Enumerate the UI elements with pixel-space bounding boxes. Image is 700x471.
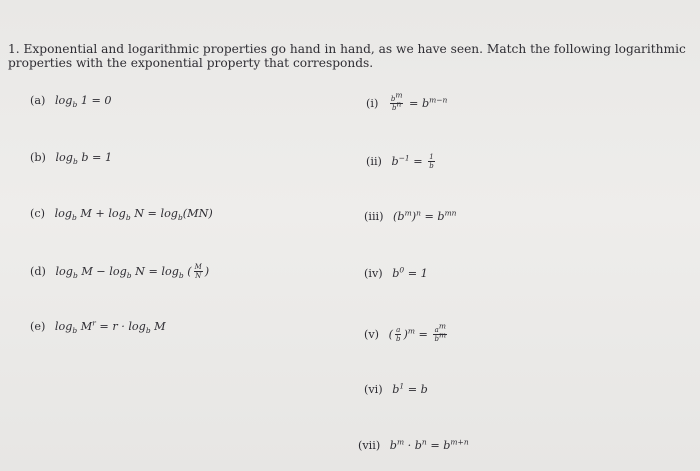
log-property-expression: $\log_b M - \log_b N = \log_b$ ( $\frac{M}{N}$ ) (55, 263, 210, 280)
log-property-a (30, 94, 112, 108)
exp-property-iii (364, 210, 457, 224)
log-property-expression: $\log_b 1 = 0$ (54, 94, 112, 110)
log-property-label: (c) (30, 207, 45, 220)
exp-property-vii (358, 439, 469, 453)
exp-property-ii (366, 153, 437, 170)
exp-property-expression: $b^m \cdot b^n = b^{m+n}$ (389, 437, 469, 452)
log-property-expression: $\log_b b = 1$ (55, 151, 113, 167)
exp-property-expression: $\frac{b^m}{b^n}$ = $b^{m-n}$ (390, 90, 448, 112)
exp-property-label: (vi) (364, 383, 383, 396)
exp-property-expression: $(b^m)^n = b^{mn}$ (393, 208, 457, 223)
problem-statement (8, 42, 688, 70)
log-property-b (30, 151, 112, 165)
log-property-d (30, 263, 209, 280)
exp-property-label: (iv) (364, 267, 383, 280)
exp-property-expression: $b^0 = 1$ (392, 265, 428, 280)
log-property-label: (a) (30, 94, 46, 107)
log-property-c (30, 207, 213, 221)
exp-property-expression: $b^1 = b$ (392, 381, 428, 396)
exp-property-label: (iii) (364, 210, 384, 223)
exp-property-label: (v) (364, 327, 380, 341)
problem-text: Exponential and logarithmic properties go hand in hand, as we have seen. Match the following logarithmic properties with the exponential property that corresponds. (8, 42, 686, 70)
exp-property-expression: $b^{-1}$ = $\frac{1}{b}$ (391, 152, 434, 170)
problem-number: 1. (8, 42, 20, 56)
log-property-label: (b) (30, 151, 46, 164)
log-property-expression: $\log_b M^r = r \cdot \log_b M$ (54, 318, 166, 336)
log-property-e (30, 320, 166, 334)
exp-property-i (366, 90, 448, 112)
exp-property-label: (vii) (358, 439, 381, 452)
log-property-label: (d) (30, 264, 46, 278)
exp-property-vi (364, 383, 428, 397)
log-property-expression: $\log_b M + \log_b N = \log_b(MN)$ (54, 207, 213, 223)
exp-property-v (364, 321, 449, 343)
log-property-label: (e) (30, 320, 46, 333)
exp-property-expression: ( $\frac{a}{b}$ )$^m$ = $\frac{a^m}{b^m}$ (388, 321, 447, 343)
exp-property-iv (364, 267, 428, 281)
exp-property-label: (i) (366, 96, 379, 110)
exp-property-label: (ii) (366, 154, 382, 168)
